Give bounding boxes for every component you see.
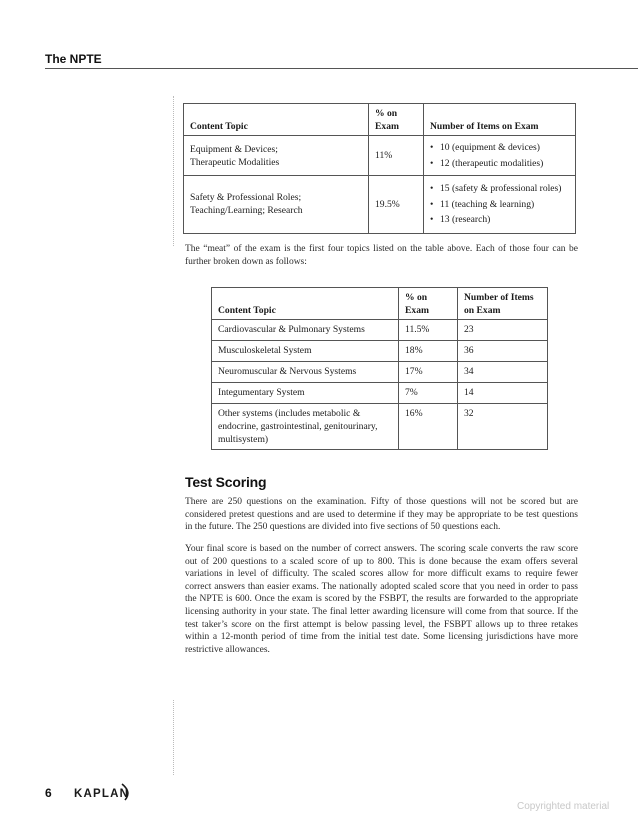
- items-cell: 34: [458, 362, 548, 383]
- header-number-of-items: Number of Items on Exam: [424, 104, 576, 136]
- intro-paragraph: The “meat” of the exam is the first four topics listed on the table above. Each of those four can be further broken down as follows:: [185, 244, 578, 267]
- table-header-row: [184, 104, 576, 136]
- percent-cell: 11%: [369, 136, 424, 176]
- topic-line: Safety & Professional Roles;: [190, 192, 302, 204]
- list-item: • 13 (research): [430, 212, 569, 228]
- topic-line: Teaching/Learning; Research: [190, 205, 303, 217]
- topic-cell: [184, 176, 369, 234]
- items-cell: [424, 136, 576, 176]
- body-paragraph: Your final score is based on the number of correct answers. The scoring scale converts the raw score out of 200 questions to a scaled score of up to 800. This is done because the exam offers several variations in level of difficulty. The scaled scores allow for more difficult exams to require fewer correct answers than easier exams. The nationally adopted scaled score that you need in order to pass the NPTE is 600. Once the exam is scored by the FSBPT, the results are forwarded to the appropriate licensing authority in your state. The final letter awarding licensure will come from that source. If the test taker’s score on the first attempt is below passing level, the FSBPT allows up to three retakes within a 12-month period of time from the initial test date. Some licensing jurisdictions have more restrictive allowances.: [185, 544, 578, 655]
- topic-cell: Musculoskeletal System: [212, 341, 399, 362]
- table-header-row: [212, 288, 548, 320]
- topic-line: Equipment & Devices;: [190, 143, 278, 155]
- table-row: [212, 404, 548, 450]
- margin-rule: [173, 96, 174, 246]
- table-row: [212, 383, 548, 404]
- items-cell: 23: [458, 320, 548, 341]
- list-item: • 12 (therapeutic modalities): [430, 156, 569, 172]
- header-content-topic: Content Topic: [212, 288, 399, 320]
- header-rule: [45, 68, 638, 69]
- table-row: [212, 341, 548, 362]
- running-head: The NPTE: [45, 52, 102, 66]
- margin-rule: [173, 700, 174, 775]
- percent-cell: 19.5%: [369, 176, 424, 234]
- kaplan-logo: [72, 783, 136, 803]
- table-row: [212, 320, 548, 341]
- header-percent-on-exam: % on Exam: [369, 104, 424, 136]
- list-item: • 11 (teaching & learning): [430, 197, 569, 213]
- section-heading: Test Scoring: [185, 474, 267, 490]
- copyright-watermark: Copyrighted material: [517, 801, 610, 812]
- items-cell: 36: [458, 341, 548, 362]
- topic-line: Therapeutic Modalities: [190, 156, 280, 168]
- table-row: [184, 136, 576, 176]
- percent-cell: 11.5%: [399, 320, 458, 341]
- kaplan-logo-text: KAPLAN: [74, 788, 130, 800]
- items-cell: [424, 176, 576, 234]
- table-row: [184, 176, 576, 234]
- items-cell: 14: [458, 383, 548, 404]
- body-paragraph: There are 250 questions on the examination. Fifty of those questions will not be scored but are considered pretest questions and are used to determine if they may be appropriate to be test questions in the future. The 250 questions are divided into five sections of 50 questions each.: [185, 497, 578, 533]
- header-content-topic: Content Topic: [184, 104, 369, 136]
- page-number: 6: [45, 786, 52, 800]
- system-breakdown-table: [211, 287, 548, 450]
- exam-topics-table: [183, 103, 576, 234]
- list-item: • 10 (equipment & devices): [430, 140, 569, 156]
- list-item: • 15 (safety & professional roles): [430, 181, 569, 197]
- topic-cell: Integumentary System: [212, 383, 399, 404]
- items-cell: 32: [458, 404, 548, 450]
- header-percent-on-exam: % on Exam: [399, 288, 458, 320]
- table-row: [212, 362, 548, 383]
- header-number-of-items: Number of Items on Exam: [458, 288, 548, 320]
- percent-cell: 18%: [399, 341, 458, 362]
- topic-cell: Other systems (includes metabolic & endocrine, gastrointestinal, genitourinary, multisystem): [212, 404, 399, 450]
- percent-cell: 17%: [399, 362, 458, 383]
- percent-cell: 16%: [399, 404, 458, 450]
- topic-cell: [184, 136, 369, 176]
- percent-cell: 7%: [399, 383, 458, 404]
- topic-cell: Neuromuscular & Nervous Systems: [212, 362, 399, 383]
- topic-cell: Cardiovascular & Pulmonary Systems: [212, 320, 399, 341]
